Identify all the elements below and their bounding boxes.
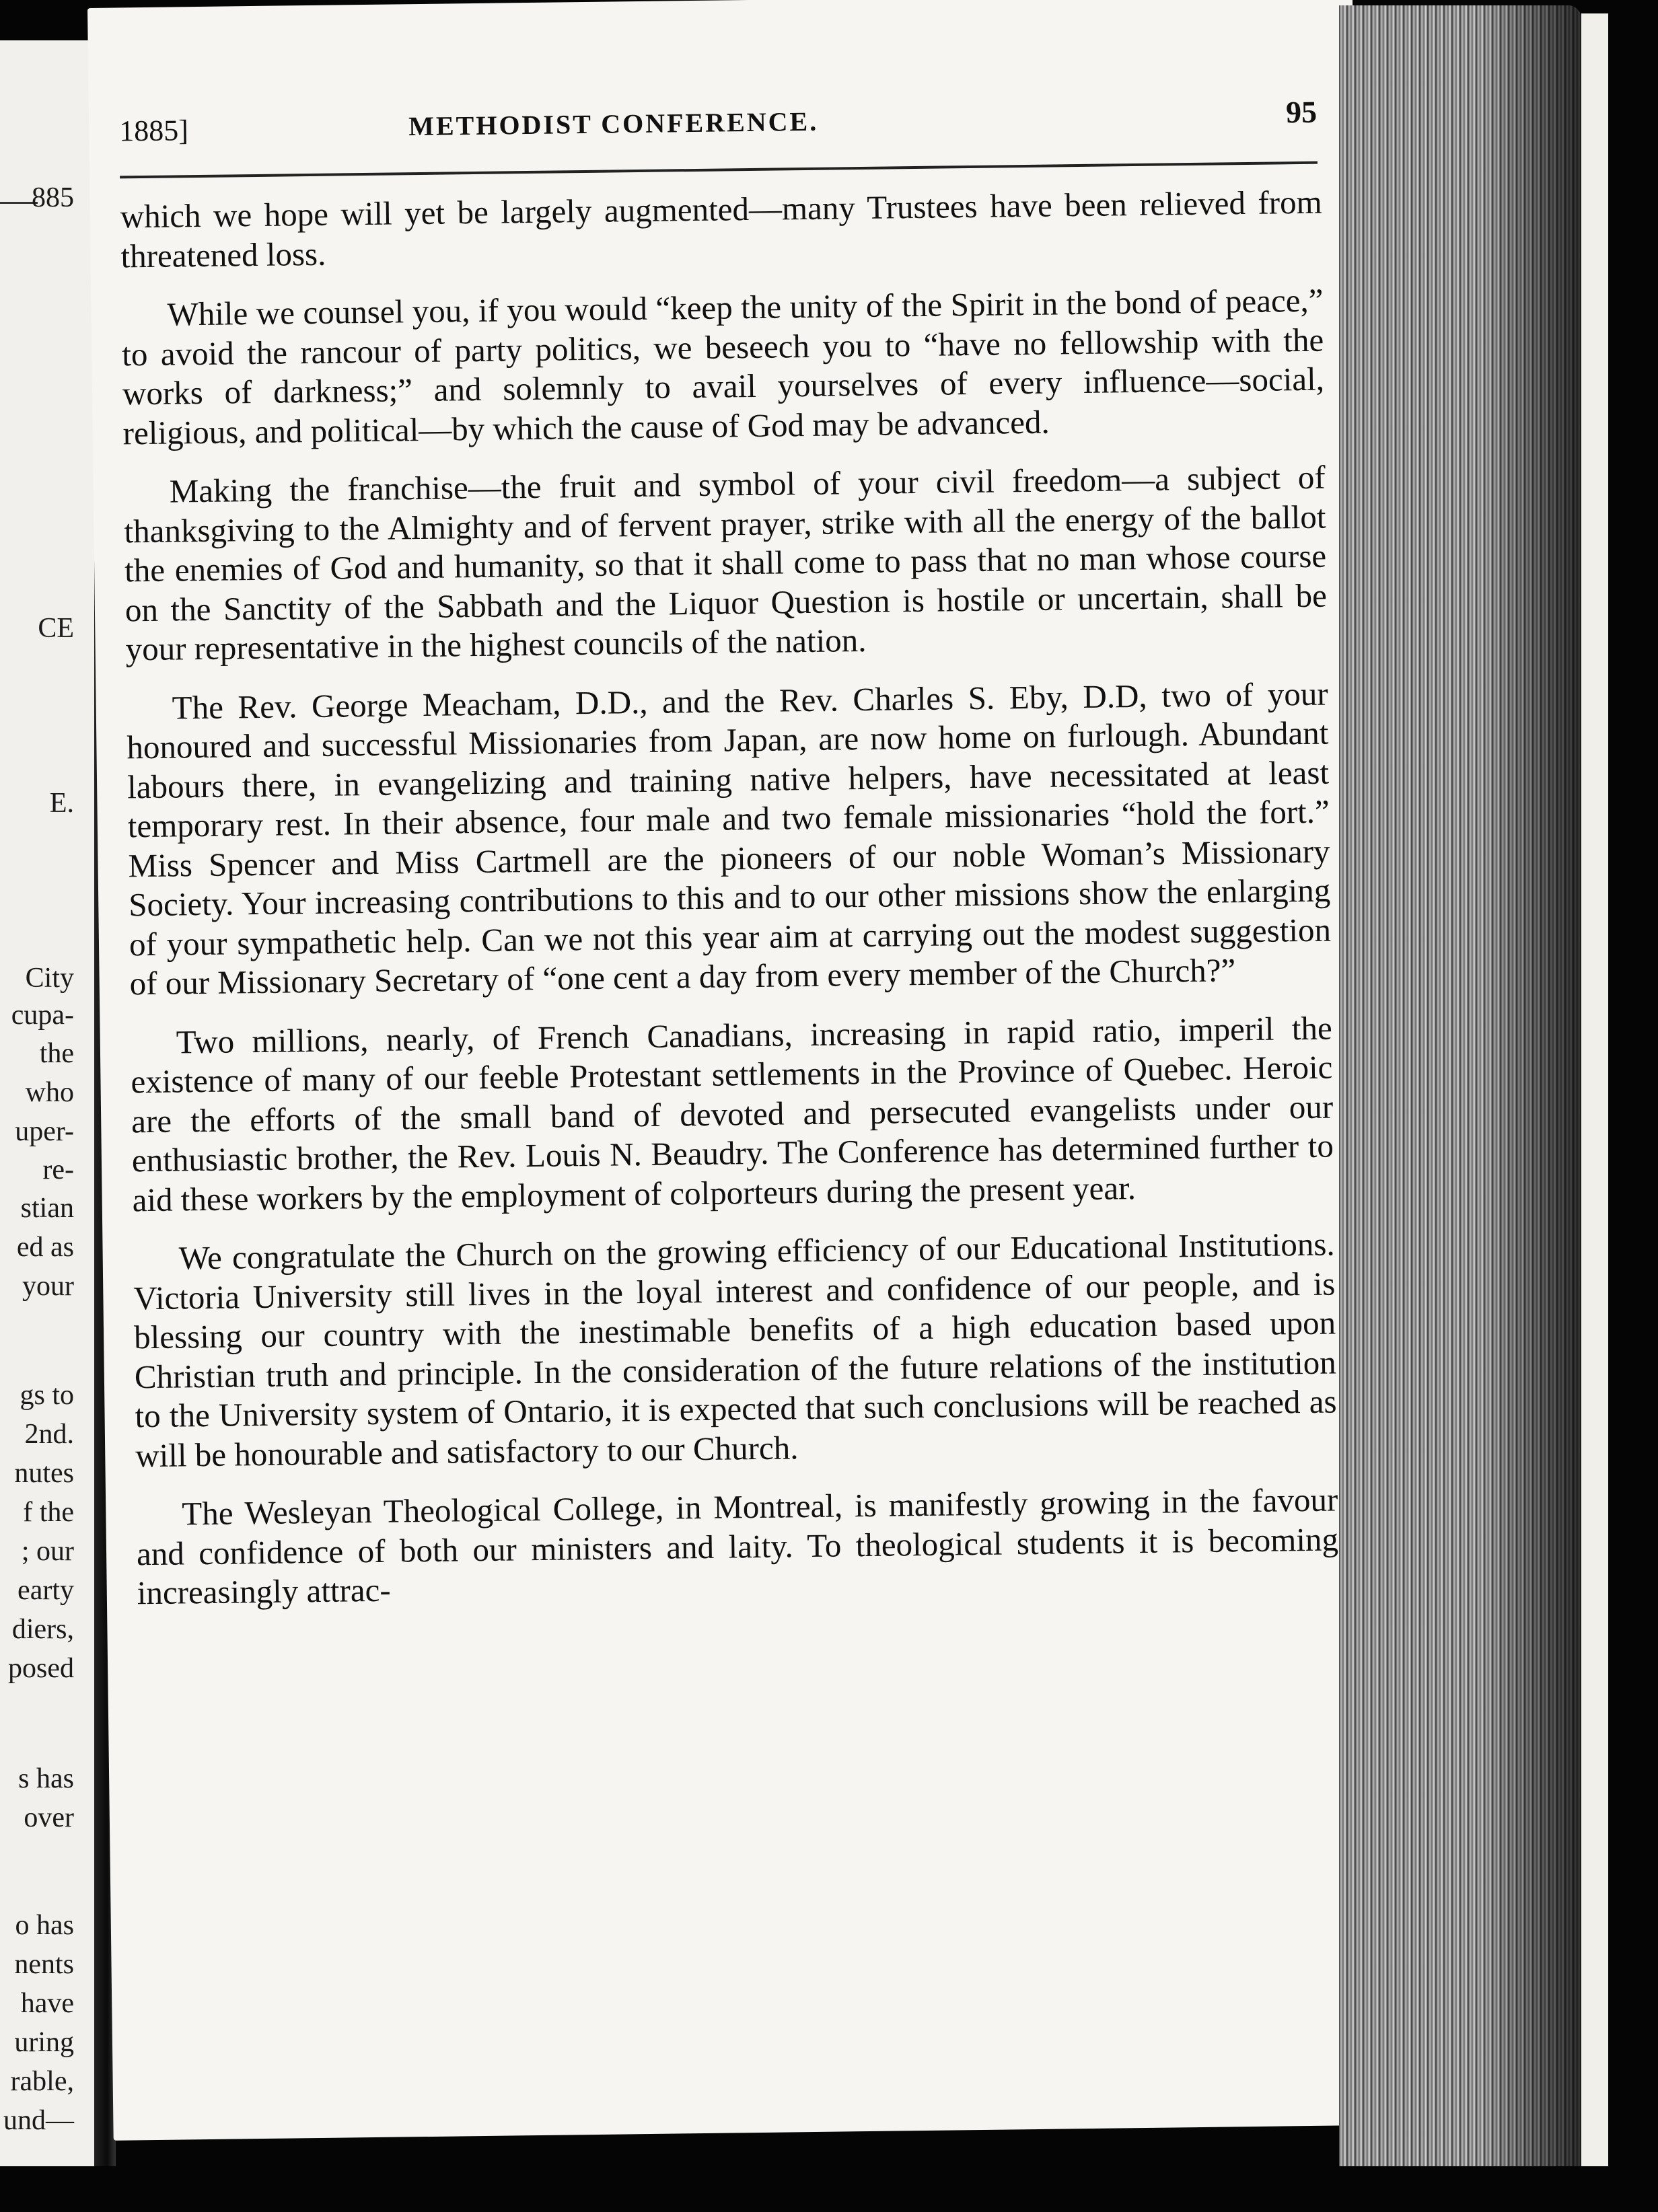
left-page-line: uper- — [15, 1116, 74, 1147]
paragraph-unity: While we counsel you, if you would “keep the unity of the Spirit in the bond of peace,” to avoid the rancour of party politics, we beseech you to “have no fellowship with the works of darkness;” and solemnly to avail yourselves of every influence—social, religious, and political—by which the cause of God may be advanced. — [121, 281, 1325, 451]
left-page-line: the — [39, 1038, 74, 1069]
left-page-line: rable, — [10, 2066, 74, 2097]
paragraph-education: We congratulate the Church on the growing efficiency of our Educational Institutions. Victoria University still lives in the loyal interest and confidence of our people, and is blessing our country with the inestimable benefits of a high education based upon Christian truth and principle. In the consideration of the future relations of the institution to the University system of Ontario, it is expected that such conclusions will be reached as will be honourable and satisfactory to our Church. — [133, 1225, 1337, 1474]
left-page-line: City — [25, 963, 74, 994]
book-cover-edge — [1581, 13, 1608, 2180]
left-page-line: o has — [15, 1910, 74, 1941]
left-page-line: CE — [38, 613, 74, 644]
left-page-line: diers, — [11, 1614, 74, 1645]
paragraph-franchise: Making the franchise—the fruit and symbol of your civil freedom—a subject of thanksgiving to the Almighty and of fervent prayer, strike with all the energy of the ballot the enemies of God and humanity, so that it shall come to pass that no man whose course on the Sanctity of the Sabbath and the Liquor Question is hostile or uncertain, shall be your representative in the highest councils of the nation. — [124, 458, 1328, 668]
left-page-line: nents — [14, 1949, 74, 1980]
paragraph-continued: which we hope will yet be largely augmented—many Trustees have been relieved from threatened loss. — [120, 183, 1322, 274]
left-page-line: have — [20, 1988, 74, 2019]
header-rule — [120, 161, 1318, 179]
running-head-title: METHODIST CONFERENCE. — [408, 106, 819, 142]
left-page-line: posed — [8, 1653, 74, 1684]
left-page-line: over — [24, 1802, 74, 1833]
body-text — [120, 183, 1339, 1633]
paragraph-missionaries: The Rev. George Meacham, D.D., and the Rev. Charles S. Eby, D.D, two of your honoured and successful Missionaries from Japan, are now home on furlough. Abundant labours there, in evangelizing and training native helpers, have necessitated at least temporary rest. In their absence, four male and two female missionaries “hold the fort.” Miss Spencer and Miss Cartmell are the pioneers of our noble Woman’s Missionary Society. Your increasing contributions to this and to our other missions show the enlarging of your sympathetic help. Can we not this year aim at carrying out the modest suggestion of our Missionary Secretary of “one cent a day from every member of the Church?” — [127, 675, 1332, 1002]
left-page-line: E. — [49, 788, 74, 819]
left-page-line: stian — [20, 1193, 74, 1224]
left-page-line: gs to — [20, 1380, 74, 1411]
left-page-line: 2nd. — [24, 1419, 74, 1450]
left-page-line: uring — [14, 2027, 74, 2058]
left-page-line: 885 — [32, 182, 74, 213]
left-page-line: cupa- — [11, 1000, 74, 1031]
left-page-line: und— — [3, 2105, 74, 2136]
left-page-line: nutes — [14, 1458, 74, 1489]
left-page-line: your — [22, 1271, 74, 1302]
left-page-line: who — [25, 1077, 74, 1108]
bottom-dark-band — [0, 2166, 1658, 2212]
left-page-line: re- — [42, 1154, 74, 1185]
left-page-line: ed as — [16, 1232, 74, 1263]
page-block-shadow — [1480, 5, 1581, 2185]
running-head-year: 1885] — [118, 114, 189, 148]
left-page-line: ; our — [21, 1536, 74, 1567]
running-head — [119, 94, 1318, 156]
page-number: 95 — [1285, 94, 1318, 130]
left-page-line: f the — [23, 1497, 74, 1528]
left-page-sliver — [0, 40, 94, 2193]
paragraph-wesleyan-college: The Wesleyan Theological College, in Montreal, is manifestly growing in the favour and confidence of both our ministers and laity. To theological students it is becoming increasingly attrac- — [136, 1481, 1339, 1612]
book-page — [87, 0, 1379, 2141]
left-page-line: earty — [17, 1575, 74, 1606]
left-page-line: s has — [18, 1763, 74, 1794]
paragraph-french-canadians: Two millions, nearly, of French Canadians, increasing in rapid ratio, imperil the existence of many of our feeble Protestant settlements in the Province of Quebec. Heroic are the efforts of the small band of devoted and persecuted evangelists under our enthusiastic brother, the Rev. Louis N. Beaudry. The Conference has determined further to aid these workers by the employment of colporteurs during the present year. — [131, 1009, 1334, 1218]
